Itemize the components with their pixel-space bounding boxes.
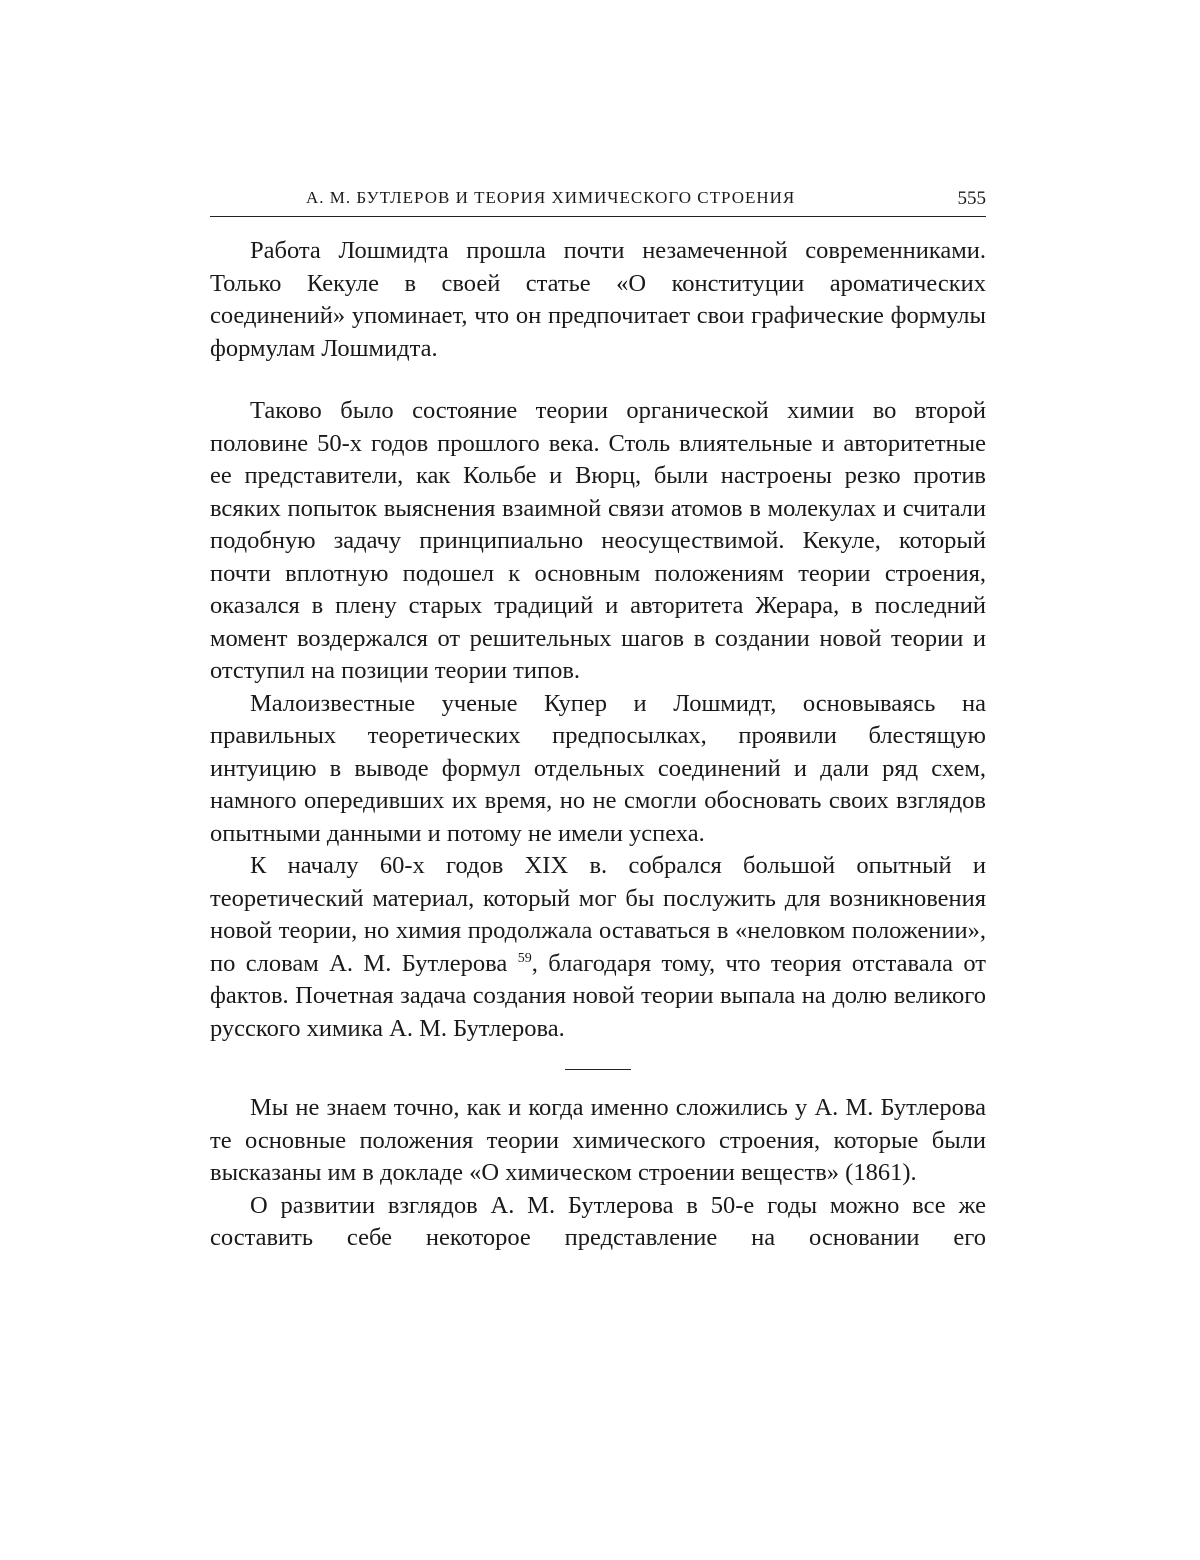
paragraph-3: Малоизвестные ученые Купер и Лошмидт, основываясь на правильных теоретических предпосылках, проявили блестящую интуицию в выводе формул отдельных соединений и дали ряд схем, намного опередивших их время, но не смогли обосновать своих взглядов опытными данными и потому не имели успеха. — [210, 689, 986, 847]
paragraph-2: Таково было состояние теории органической химии во второй половине 50-х годов прошлого века. Столь влиятельные и авторитетные ее представители, как Кольбе и Вюрц, были настроены резко против всяких попыток выяснения взаимной связи атомов в молекулах и считали подобную задачу принципиально неосуществимой. Кекуле, который почти вплотную подошел к основным положениям теории строения, оказался в плену старых традиций и авторитета Жерара, в последний момент воздержался от решительных шагов в создании новой теории и отступил на позиции теории типов. — [210, 397, 986, 684]
footnote-reference: 59 — [517, 950, 532, 966]
paragraph-4 — [210, 850, 986, 1045]
section-separator — [565, 1069, 631, 1070]
paragraph-5: Мы не знаем точно, как и когда именно сложились у А. М. Бутлерова те основные положения теории химического строения, которые были высказаны им в докладе «О химическом строении веществ» (1861). — [210, 1094, 986, 1186]
running-title: А. М. БУТЛЕРОВ И ТЕОРИЯ ХИМИЧЕСКОГО СТРОЕНИЯ — [306, 188, 796, 207]
book-page — [210, 186, 986, 1255]
page-number: 555 — [957, 188, 986, 209]
paragraph-6: О развитии взглядов А. М. Бутлерова в 50-е годы можно все же составить себе некоторое представление на основании его — [210, 1191, 986, 1251]
paragraph-gap — [210, 365, 986, 395]
paragraph-4-text-end: , благодаря тому, что теория отставала от фактов. Почетная задача создания новой теории выпала на долю великого русского химика А. М. Бутлерова. — [210, 949, 987, 1042]
paragraph-1: Работа Лошмидта прошла почти незамеченной современниками. Только Кекуле в своей статье «О конституции ароматических соединений» упоминает, что он предпочитает свои графические формулы формулам Лошмидта. — [210, 237, 986, 362]
paragraph-4-text-start: К началу 60-х годов XIX в. собрался большой опытный и теоретический материал, который мог бы послужить для возникновения новой теории, но химия продолжала оставаться в «неловком положении», по словам А. М. Бутлерова — [210, 852, 986, 977]
body-text — [210, 235, 986, 1255]
running-head — [210, 186, 986, 217]
